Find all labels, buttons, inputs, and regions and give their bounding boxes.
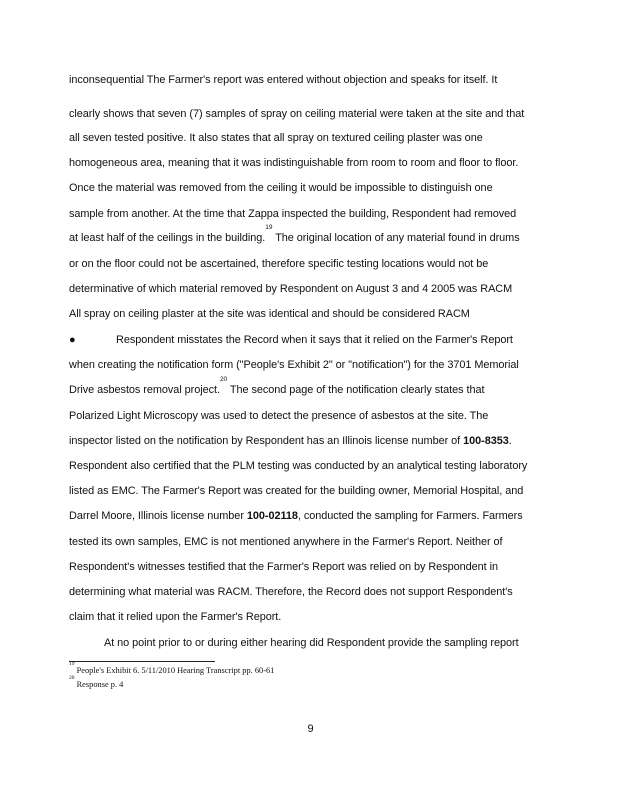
body-line-11: Respondent misstates the Record when it says that it relied on the Farmer's Report bbox=[116, 334, 513, 346]
body-line-16: Respondent also certified that the PLM testing was conducted by an analytical testing laboratory bbox=[69, 460, 528, 472]
body-line-13 bbox=[69, 376, 485, 397]
footnote-19-text: People's Exhibit 6. 5/11/2010 Hearing Transcript pp. 60-61 bbox=[74, 666, 275, 675]
body-line-2: clearly shows that seven (7) samples of spray on ceiling material were taken at the site and that bbox=[69, 108, 525, 120]
body-line-7-text-cont: The original location of any material found in drums bbox=[272, 232, 520, 244]
footnote-19 bbox=[69, 661, 275, 676]
body-line-15-text: inspector listed on the notification by Respondent has an Illinois license number of bbox=[69, 435, 464, 447]
body-line-19: tested its own samples, EMC is not mentioned anywhere in the Farmer's Report. Neither of bbox=[69, 536, 503, 548]
body-line-18-text: Darrel Moore, Illinois license number bbox=[69, 510, 247, 522]
footnote-divider bbox=[69, 661, 215, 662]
body-line-13-text: Drive asbestos removal project. bbox=[69, 384, 220, 396]
body-line-12: when creating the notification form ("People's Exhibit 2" or "notification") for the 3701 Memorial bbox=[69, 359, 519, 371]
bullet-icon: ● bbox=[69, 334, 76, 346]
body-line-21: determining what material was RACM. Therefore, the Record does not support Respondent's bbox=[69, 586, 513, 598]
footnote-20-text: Response p. 4 bbox=[74, 680, 124, 689]
body-line-22: claim that it relied upon the Farmer's Report. bbox=[69, 611, 282, 623]
license-number-sampler: 100-02118 bbox=[246, 510, 298, 522]
body-line-3: all seven tested positive. It also states that all spray on textured ceiling plaster was one bbox=[69, 132, 483, 144]
license-number-inspector: 100-8353 bbox=[463, 435, 509, 447]
body-line-14: Polarized Light Microscopy was used to detect the presence of asbestos at the site. The bbox=[69, 410, 489, 422]
body-line-13-text-cont: The second page of the notification clearly states that bbox=[227, 384, 485, 396]
body-line-18-text-cont: , conducted the sampling for Farmers. Farmers bbox=[297, 510, 523, 522]
body-line-23: At no point prior to or during either hearing did Respondent provide the sampling report bbox=[104, 637, 519, 649]
body-line-7 bbox=[69, 224, 520, 245]
body-line-17: listed as EMC. The Farmer's Report was created for the building owner, Memorial Hospital, and bbox=[69, 485, 524, 497]
body-line-9: determinative of which material removed by Respondent on August 3 and 4 2005 was RACM bbox=[69, 283, 513, 295]
footnote-ref-19: 19 bbox=[265, 224, 273, 231]
body-line-7-text: at least half of the ceilings in the building. bbox=[69, 232, 266, 244]
body-line-18 bbox=[69, 509, 523, 523]
page-number: 9 bbox=[307, 723, 314, 735]
body-line-5: Once the material was removed from the ceiling it would be impossible to distinguish one bbox=[69, 182, 493, 194]
body-line-10: All spray on ceiling plaster at the site was identical and should be considered RACM bbox=[69, 308, 470, 320]
body-line-4: homogeneous area, meaning that it was indistinguishable from room to room and floor to floor. bbox=[69, 157, 519, 169]
body-line-20: Respondent's witnesses testified that the Farmer's Report was relied on by Respondent in bbox=[69, 561, 498, 573]
footnote-19-marker: 19 bbox=[69, 661, 75, 667]
body-line-15-end: . bbox=[508, 435, 512, 447]
body-line-1: inconsequential The Farmer's report was entered without objection and speaks for itself. It bbox=[69, 74, 498, 86]
footnote-20 bbox=[69, 675, 124, 690]
body-line-15 bbox=[69, 434, 512, 448]
body-line-6: sample from another. At the time that Zappa inspected the building, Respondent had removed bbox=[69, 208, 517, 220]
footnote-ref-20: 20 bbox=[219, 376, 228, 383]
body-line-8: or on the floor could not be ascertained, therefore specific testing locations would not be bbox=[69, 258, 489, 270]
footnote-20-marker: 20 bbox=[69, 675, 75, 681]
